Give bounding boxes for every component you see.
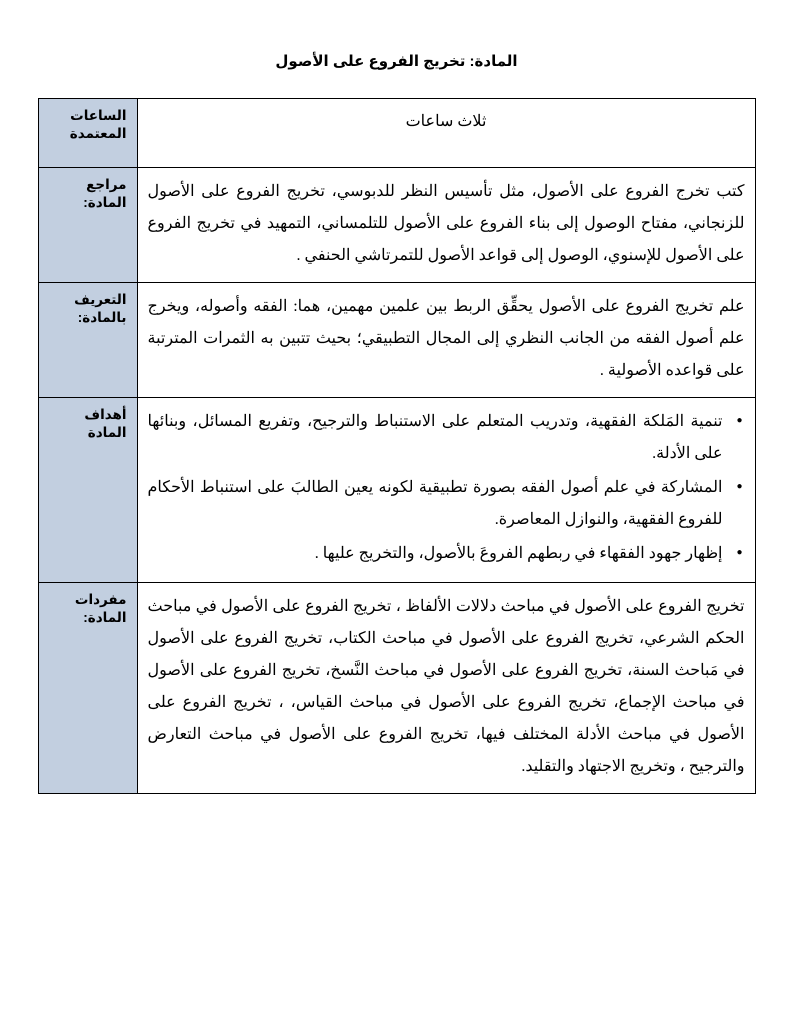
- references-label: مراجع المادة:: [38, 168, 137, 283]
- credit-hours-label: الساعات المعتمدة: [38, 99, 137, 168]
- objectives-label: أهداف المادة: [38, 398, 137, 583]
- definition-value: علم تخريج الفروع على الأصول يحقِّق الربط بين علمين مهمين، هما: الفقه وأصوله، ويخرج علم أصول الفقه من الجانب النظري إلى المجال التطبيقي؛ بحيث تتبين به الثمرات المترتبة على قواعده الأصولية .: [137, 283, 755, 398]
- table-row: [38, 398, 755, 583]
- table-row: [38, 99, 755, 168]
- objectives-list: [148, 406, 745, 570]
- table-row: [38, 583, 755, 794]
- definition-label: التعريف بالمادة:: [38, 283, 137, 398]
- syllabus-value: تخريج الفروع على الأصول في مباحث دلالات الألفاظ ، تخريج الفروع على الأصول في مباحث الحكم الشرعي، تخريج الفروع على الأصول في مباحث الكتاب، تخريج الفروع على الأصول في مَباحث السنة، تخريج الفروع على الأصول في مباحث النَّسخ، تخريج الفروع على الأصول في مباحث الإجماع، تخريج الفروع على الأصول في مباحث القياس، ، تخريج الفروع على الأصول في مباحث الأدلة المختلف فيها، تخريج الفروع على الأصول في مباحث التعارض والترجيح ، وتخريج الاجتهاد والتقليد.: [137, 583, 755, 794]
- course-description-table: [38, 98, 756, 794]
- table-row: [38, 168, 755, 283]
- list-item: ● المشاركة في علم أصول الفقه بصورة تطبيقية لكونه يعين الطالبَ على استنباط الأحكام للفروع الفقهية، والنوازل المعاصرة.: [148, 472, 723, 536]
- page-title: المادة: تخريج الفروع على الأصول: [275, 53, 518, 70]
- credit-hours-value: ثلاث ساعات: [137, 99, 755, 168]
- list-item: ● تنمية المَلكة الفقهية، وتدريب المتعلم على الاستنباط والترجيح، وتفريع المسائل، وبنائها على الأدلة.: [148, 406, 723, 470]
- list-item: ● إظهار جهود الفقهاء في ربطهم الفروعَ بالأصول، والتخريج عليها .: [148, 538, 723, 570]
- references-value: كتب تخرج الفروع على الأصول، مثل تأسيس النظر للدبوسي، تخريج الفروع على الأصول للزنجاني، مفتاح الوصول إلى بناء الفروع على الأصول للتلمساني، التمهيد في تخريج الفروع على الأصول للإسنوي، الوصول إلى قواعد الأصول للتمرتاشي الحنفي .: [137, 168, 755, 283]
- objectives-value: [137, 398, 755, 583]
- syllabus-label: مفردات المادة:: [38, 583, 137, 794]
- table-row: [38, 283, 755, 398]
